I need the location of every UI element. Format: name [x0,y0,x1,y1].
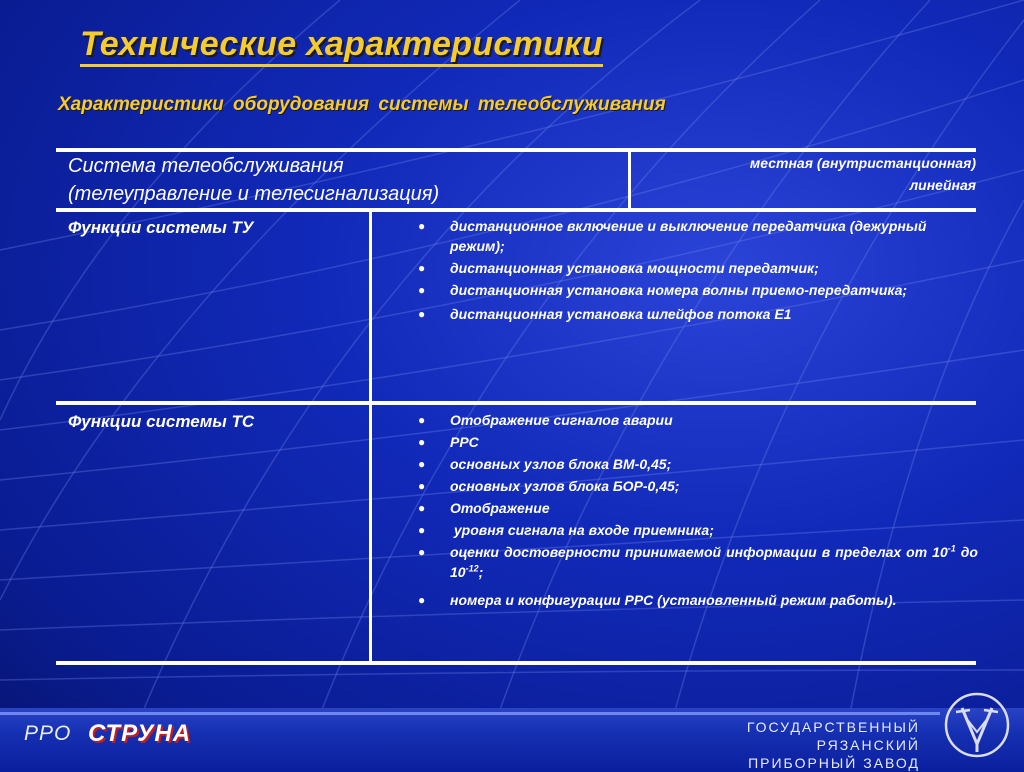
tu-functions-list [414,216,978,326]
page-title: Технические характеристики [80,24,603,67]
bullet-dot-icon: ● [418,523,426,537]
list-item-text [450,544,978,580]
bullet-dot-icon: ● [418,479,426,493]
list-item [414,410,978,430]
ts-functions-list [414,410,978,612]
list-item-text: основных узлов блока БОР-0,45; [450,478,680,494]
list-item [414,216,978,256]
bullet-dot-icon: ● [418,283,426,297]
header-column-divider [628,148,631,210]
brand-prefix: РРО [24,722,72,745]
header-type-cell [636,152,976,196]
organization-line2: ПРИБОРНЫЙ ЗАВОД [748,755,920,771]
header-type-line2: линейная [909,177,976,193]
reliability-exp1: -1 [947,543,956,554]
bullet-dot-icon: ● [418,457,426,471]
spec-table [56,148,976,666]
bullet-dot-icon: ● [418,261,426,275]
bullet-dot-icon: ● [418,219,426,233]
bullet-dot-icon: ● [418,501,426,515]
list-item-text: дистанционная установка номера волны приемо-передатчика; [450,282,908,298]
list-item [414,498,978,518]
list-item-text: дистанционная установка шлейфов потока Е1 [450,306,792,322]
header-type-line1: местная (внутристанционная) [749,155,976,171]
tu-functions-label: Функции системы ТУ [68,218,254,237]
list-item [414,454,978,474]
bullet-dot-icon: ● [418,593,426,607]
reliability-exp2: -12 [465,563,479,574]
list-item-text: Отображение сигналов аварии [450,412,673,428]
body-column-divider [369,210,372,664]
reliability-suffix: ; [478,564,484,580]
list-item [414,542,978,582]
list-item [414,304,978,324]
brand-logo: СТРУНА [88,720,192,747]
list-item-text: Отображение [450,500,550,516]
header-system-line1: Система телеобслуживания [68,155,344,177]
list-item [414,520,978,540]
bullet-dot-icon: ● [418,413,426,427]
list-item-text: дистанционное включение и выключение передатчика (дежурный режим); [450,218,927,254]
reliability-middle: до 10 [450,544,978,580]
list-item [414,476,978,496]
header-system-line2: (телеуправление и телесигнализация) [68,183,440,205]
list-item-text: основных узлов блока ВМ-0,45; [450,456,672,472]
list-item-text: номера и конфигурации РРС (установленный режим работы). [450,592,897,608]
list-item-text: РРС [450,434,479,450]
bullet-dot-icon: ● [418,545,426,559]
bullet-dot-icon: ● [418,307,426,321]
page-subtitle: Характеристики оборудования системы телеобслуживания [58,94,666,115]
ts-functions-label: Функции системы ТС [68,412,255,431]
organization-line1: ГОСУДАРСТВЕННЫЙ РЯЗАНСКИЙ [746,719,920,753]
list-item-text: дистанционная установка мощности передатчик; [450,260,819,276]
list-item-text: уровня сигнала на входе приемника; [450,522,714,538]
list-item [414,258,978,278]
reliability-prefix: оценки достоверности принимаемой информации в пределах от 10 [450,544,948,560]
list-item [414,432,978,452]
header-bottom-border [56,208,976,212]
header-system-cell [68,152,439,208]
plant-emblem-icon [942,688,1012,762]
row-divider [56,401,976,405]
bullet-dot-icon: ● [418,435,426,449]
list-item [414,280,978,300]
table-bottom-border [56,661,976,665]
list-item [414,590,978,610]
footer-divider [0,712,940,715]
organization-name [640,718,920,772]
